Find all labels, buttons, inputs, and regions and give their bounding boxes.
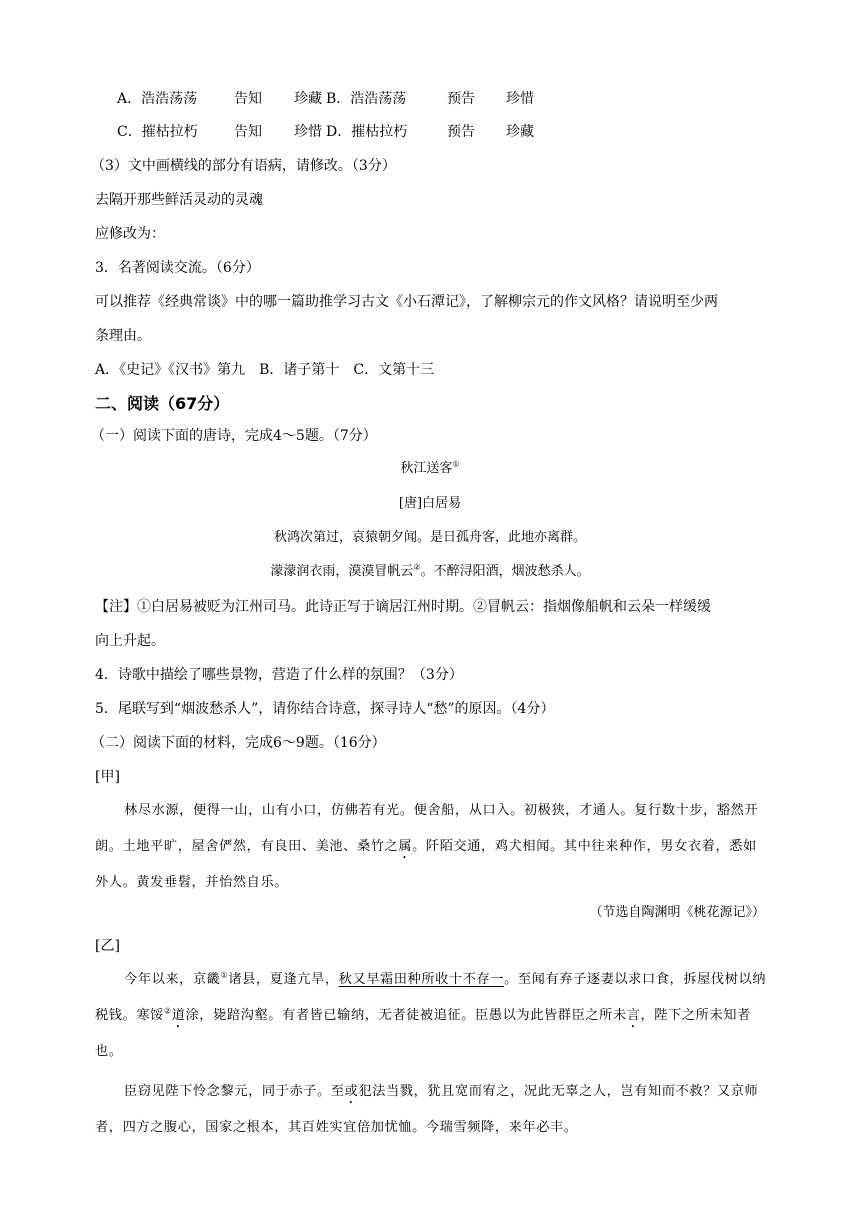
option-d: D．摧枯拉朽 [326, 124, 408, 140]
underlined-sentence: 秋又早霜田种所收十不存一 [338, 972, 505, 987]
note-line-1: 【注】①白居易被贬为江州司马。此诗正写于谪居江州时期。②冒帆云：指烟像船帆和云朵一样缓缓 [95, 599, 711, 615]
option-a-word3: 珍藏 [294, 91, 322, 107]
footnote-marker: ② [413, 562, 421, 572]
jia-label: [甲] [95, 769, 120, 785]
question-5: 5．尾联写到“烟波愁杀人”，请你结合诗意，探寻诗人“愁”的原因。（4分） [95, 701, 555, 717]
yi-label: [乙] [95, 938, 120, 954]
q2-3-answer-label: 应修改为： [95, 226, 165, 242]
option-b-word2: 预告 [447, 91, 475, 107]
q3-choices: A．《史记》《汉书》第九 B．诸子第十 C．文第十三 [95, 362, 435, 378]
q2-3-sentence: 去隔开那些鲜活灵动的灵魂 [95, 192, 263, 208]
option-a: A．浩浩荡荡 [117, 91, 198, 107]
poem-title: 秋江送客① [400, 459, 460, 476]
option-d-word3: 珍藏 [506, 124, 534, 140]
option-b-word3: 珍惜 [506, 91, 534, 107]
yi-passage: 今年以来，京畿①诸县，夏逢亢旱，秋又早霜田种所收十不存一。至闻有弃子逐妻以求口食，拆屋伐树以纳税钱。寒馁②道涂，毙踣沟壑。有者皆已输纳，无者徒被追征。臣愚以为此皆群臣之所未言，陛下之所未知者也。 臣窃见陛下怜念黎元，同于赤子。至或犯法当戮，犹且宽而宥之，况此无辜之人，岂有知而不救？又京师者，四方之腹心，国家之根本，其百姓实宜倍加忧恤。今瑞雪频降，来年必丰。 [95, 970, 767, 1135]
jia-source: （节选自陶渊明《桃花源记》） [589, 905, 765, 920]
question-4: 4．诗歌中描绘了哪些景物，营造了什么样的氛围？（3分） [95, 667, 463, 683]
poem-author: [唐]白居易 [398, 496, 462, 511]
option-d-word2: 预告 [447, 124, 475, 140]
option-a-word2: 告知 [234, 91, 262, 107]
poem-line-1: 秋鸿次第过，哀猿朝夕闻。是日孤舟客，此地亦离群。 [273, 530, 586, 545]
q3-body-line1: 可以推荐《经典常谈》中的哪一篇助推学习古文《小石潭记》，了解柳宗元的作文风格？请说明至少两 [95, 294, 718, 310]
q2-3-prompt: （3）文中画横线的部分有语病，请修改。（3分） [91, 158, 396, 174]
part2-intro: （二）阅读下面的材料，完成6～9题。（16分） [91, 735, 386, 751]
q3-title: 3．名著阅读交流。（6分） [95, 260, 260, 276]
option-b: B．浩浩荡荡 [326, 91, 407, 107]
poem-line-2: 濛濛润衣雨，漠漠冒帆云②。不醉浔阳酒，烟波愁杀人。 [270, 562, 590, 579]
q3-body-line2: 条理由。 [95, 328, 151, 344]
part1-intro: （一）阅读下面的唐诗，完成4～5题。（7分） [91, 428, 377, 444]
section-heading: 二、阅读（67分） [95, 394, 230, 413]
jia-passage: 林尽水源，便得一山，山有小口，仿佛若有光。便舍船，从口入。初极狭，才通人。复行数十步，豁然开朗。土地平旷，屋舍俨然，有良田、美池、桑竹之属。阡陌交通，鸡犬相闻。其中往来种作，男女衣着，悉如外人。黄发垂髫，并怡然自乐。 [95, 803, 759, 890]
option-c: C．摧枯拉朽 [117, 124, 198, 140]
option-c-word3: 珍惜 [294, 124, 322, 140]
note-line-2: 向上升起。 [95, 633, 165, 649]
footnote-marker: ① [452, 459, 460, 469]
option-c-word2: 告知 [234, 124, 262, 140]
